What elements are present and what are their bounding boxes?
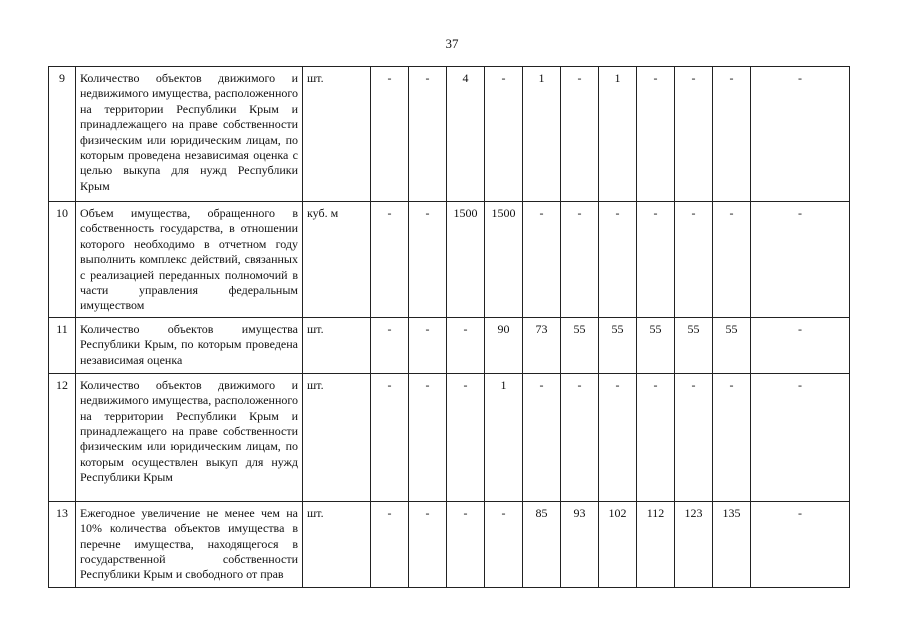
year-value-cell: 112 (637, 501, 675, 587)
year-value-cell: - (599, 373, 637, 501)
year-value-cell: 55 (675, 317, 713, 373)
table-row (49, 373, 850, 501)
year-value-cell: - (371, 202, 409, 318)
year-value-cell: - (523, 202, 561, 318)
unit-cell: шт. (303, 373, 371, 501)
year-value-cell: - (409, 373, 447, 501)
year-value-cell: 1 (485, 373, 523, 501)
table-row (49, 202, 850, 318)
indicator-description-cell: Количество объектов имущества Республики Крым, по которым проведена независимая оценка (76, 317, 303, 373)
year-value-cell: 55 (637, 317, 675, 373)
page-number: 37 (445, 36, 459, 51)
row-number-cell: 9 (49, 67, 76, 202)
year-value-cell: - (675, 373, 713, 501)
year-value-cell: 4 (447, 67, 485, 202)
year-value-cell: - (447, 501, 485, 587)
year-value-cell: - (561, 202, 599, 318)
year-value-cell: 55 (599, 317, 637, 373)
table-row (49, 317, 850, 373)
year-value-cell: - (409, 317, 447, 373)
year-value-cell: 90 (485, 317, 523, 373)
year-value-cell: - (409, 501, 447, 587)
table-row (49, 501, 850, 587)
year-value-cell: - (447, 373, 485, 501)
year-value-cell: - (637, 373, 675, 501)
year-value-cell: - (485, 501, 523, 587)
note-cell: - (751, 67, 850, 202)
note-cell: - (751, 501, 850, 587)
year-value-cell: 102 (599, 501, 637, 587)
year-value-cell: 93 (561, 501, 599, 587)
year-value-cell: - (371, 317, 409, 373)
year-value-cell: - (371, 501, 409, 587)
unit-cell: шт. (303, 67, 371, 202)
year-value-cell: - (561, 373, 599, 501)
year-value-cell: - (371, 67, 409, 202)
indicator-description-cell: Количество объектов движимого и недвижимого имущества, расположенного на территории Республики Крым и принадлежащего на праве собственности физическим или юридическим лицам, по которым осуществлен выкуп для нужд Республики Крым (76, 373, 303, 501)
year-value-cell: - (561, 67, 599, 202)
year-value-cell: - (409, 67, 447, 202)
year-value-cell: - (599, 202, 637, 318)
year-value-cell: 73 (523, 317, 561, 373)
indicator-description-cell: Количество объектов движимого и недвижимого имущества, расположенного на территории Республики Крым и принадлежащего на праве собственности физическим или юридическим лицам, по которым проведена независимая оценка с целью выкупа для нужд Республики Крым (76, 67, 303, 202)
year-value-cell: 1500 (485, 202, 523, 318)
year-value-cell: - (713, 373, 751, 501)
table-row (49, 67, 850, 202)
year-value-cell: - (637, 202, 675, 318)
year-value-cell: 135 (713, 501, 751, 587)
year-value-cell: 1500 (447, 202, 485, 318)
year-value-cell: - (637, 67, 675, 202)
unit-cell: шт. (303, 317, 371, 373)
note-cell: - (751, 202, 850, 318)
year-value-cell: 85 (523, 501, 561, 587)
row-number-cell: 10 (49, 202, 76, 318)
year-value-cell: 1 (599, 67, 637, 202)
year-value-cell: - (485, 67, 523, 202)
indicator-description-cell: Ежегодное увеличение не менее чем на 10% количества объектов имущества в перечне имущества, находящегося в государственной собственности Республики Крым и свободного от прав (76, 501, 303, 587)
row-number-cell: 12 (49, 373, 76, 501)
indicator-description-cell: Объем имущества, обращенного в собственность государства, в отношении которого необходимо в отчетном году выполнить комплекс действий, связанных с реализацией переданных полномочий в части управления федеральным имуществом (76, 202, 303, 318)
year-value-cell: - (675, 202, 713, 318)
unit-cell: шт. (303, 501, 371, 587)
row-number-cell: 13 (49, 501, 76, 587)
year-value-cell: - (409, 202, 447, 318)
note-cell: - (751, 373, 850, 501)
unit-cell: куб. м (303, 202, 371, 318)
indicators-table (48, 66, 850, 588)
year-value-cell: - (371, 373, 409, 501)
row-number-cell: 11 (49, 317, 76, 373)
year-value-cell: - (523, 373, 561, 501)
note-cell: - (751, 317, 850, 373)
year-value-cell: 55 (713, 317, 751, 373)
year-value-cell: - (447, 317, 485, 373)
year-value-cell: - (713, 202, 751, 318)
year-value-cell: 55 (561, 317, 599, 373)
year-value-cell: - (713, 67, 751, 202)
year-value-cell: - (675, 67, 713, 202)
year-value-cell: 1 (523, 67, 561, 202)
year-value-cell: 123 (675, 501, 713, 587)
